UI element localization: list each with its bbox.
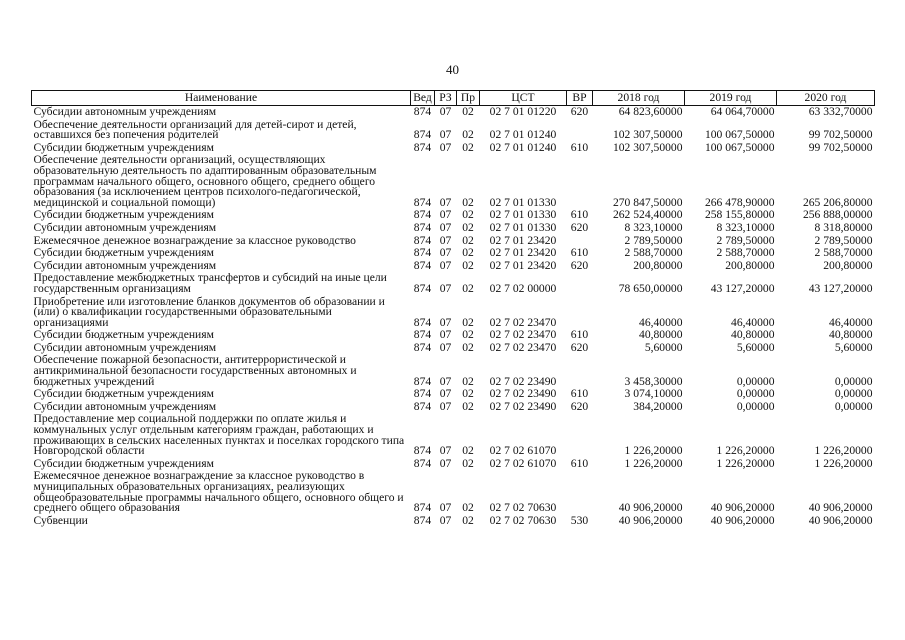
table-row	[32, 272, 875, 295]
row-rz: 07	[439, 220, 452, 234]
row-value-2019: 40 906,20000	[710, 513, 775, 527]
row-cst: 02 7 02 23490	[489, 399, 557, 413]
row-value-2019: 43 127,20000	[710, 281, 775, 295]
row-vr: 610	[570, 387, 589, 401]
row-value-2020: 0,00000	[834, 387, 873, 401]
row-ved: 874	[413, 444, 432, 458]
row-cst: 02 7 01 23420	[489, 246, 557, 260]
row-vr: 610	[570, 328, 589, 342]
row-value-2020: 256 888,00000	[802, 208, 873, 222]
col-header-ved: Вед	[411, 91, 435, 106]
row-value-2018: 78 650,00000	[618, 281, 683, 295]
row-rz: 07	[439, 246, 452, 260]
row-vr: 610	[570, 246, 589, 260]
row-pr: 02	[462, 456, 474, 470]
row-value-2019: 266 478,90000	[704, 195, 775, 209]
row-vr: 610	[570, 456, 589, 470]
row-name: Субсидии автономным учреждениям	[33, 258, 217, 272]
row-vr	[567, 296, 593, 330]
row-name: Субсидии автономным учреждениям	[33, 340, 217, 354]
row-value-2019: 46,40000	[731, 315, 775, 329]
row-vr: 610	[570, 140, 589, 154]
row-rz: 07	[439, 374, 452, 388]
row-ved: 874	[413, 140, 432, 154]
row-value-2020: 99 702,50000	[808, 128, 873, 142]
row-value-2019: 100 067,50000	[704, 128, 775, 142]
row-vr	[567, 272, 593, 295]
row-ved: 874	[413, 387, 432, 401]
row-cst: 02 7 02 23490	[489, 374, 557, 388]
row-pr: 02	[462, 513, 474, 527]
row-value-2018: 270 847,50000	[612, 195, 683, 209]
row-pr: 02	[462, 246, 474, 260]
table-row	[32, 247, 875, 260]
row-rz: 07	[439, 456, 452, 470]
row-name: Субсидии автономным учреждениям	[33, 220, 217, 234]
row-name: Субсидии бюджетным учреждениям	[33, 140, 214, 154]
col-header-pr: Пр	[457, 91, 480, 106]
row-name: Субвенции	[33, 513, 88, 527]
table-row	[32, 222, 875, 235]
row-name: Субсидии бюджетным учреждениям	[33, 456, 214, 470]
row-value-2020: 5,60000	[834, 340, 873, 354]
row-ved: 874	[413, 513, 432, 527]
row-ved: 874	[413, 128, 432, 142]
row-pr: 02	[462, 399, 474, 413]
row-ved: 874	[413, 105, 432, 118]
row-vr: 620	[570, 220, 589, 234]
col-header-name: Наименование	[32, 91, 411, 106]
row-pr: 02	[462, 340, 474, 354]
row-value-2019: 100 067,50000	[704, 140, 775, 154]
row-pr: 02	[462, 328, 474, 342]
row-ved: 874	[413, 399, 432, 413]
row-rz: 07	[439, 399, 452, 413]
row-value-2019: 64 064,70000	[710, 105, 775, 118]
row-name: Субсидии бюджетным учреждениям	[33, 387, 214, 401]
row-value-2020: 2 789,50000	[814, 233, 873, 247]
row-vr: 620	[570, 340, 589, 354]
row-value-2019: 40,80000	[731, 328, 775, 342]
row-rz: 07	[439, 387, 452, 401]
row-value-2018: 384,20000	[633, 399, 683, 413]
row-value-2018: 102 307,50000	[612, 128, 683, 142]
row-value-2019: 5,60000	[736, 340, 775, 354]
row-name: Предоставление мер социальной поддержки по оплате жилья и коммунальных услуг отдельным категориям граждан, работающих и проживающих в сельских населенных пунктах и поселках городского типа Новгородской области	[33, 412, 405, 458]
row-vr: 620	[570, 258, 589, 272]
row-value-2020: 63 332,70000	[808, 105, 873, 118]
table-row	[32, 119, 875, 142]
row-value-2020: 200,80000	[823, 258, 873, 272]
row-vr	[567, 154, 593, 209]
row-name: Ежемесячное денежное вознаграждение за классное руководство в муниципальных образовательных организациях, реализующих общеобразовательные программы начального общего, основного общего и среднего общего образования	[33, 469, 404, 515]
row-value-2019: 1 226,20000	[716, 456, 775, 470]
row-value-2019: 1 226,20000	[716, 444, 775, 458]
row-value-2020: 0,00000	[834, 399, 873, 413]
row-value-2020: 2 588,70000	[814, 246, 873, 260]
row-value-2019: 40 906,20000	[710, 501, 775, 515]
row-value-2019: 0,00000	[736, 374, 775, 388]
row-value-2018: 3 074,10000	[624, 387, 683, 401]
row-cst: 02 7 02 70630	[489, 513, 557, 527]
row-vr	[567, 354, 593, 388]
row-value-2018: 2 588,70000	[624, 246, 683, 260]
row-value-2020: 99 702,50000	[808, 140, 873, 154]
col-header-2019: 2019 год	[685, 91, 777, 106]
row-value-2018: 64 823,60000	[618, 105, 683, 118]
row-ved: 874	[413, 246, 432, 260]
row-pr: 02	[462, 258, 474, 272]
row-vr	[567, 119, 593, 142]
row-value-2018: 1 226,20000	[624, 456, 683, 470]
row-vr	[567, 413, 593, 457]
row-cst: 02 7 01 01330	[489, 208, 557, 222]
row-pr: 02	[462, 220, 474, 234]
row-ved: 874	[413, 208, 432, 222]
row-cst: 02 7 02 23470	[489, 340, 557, 354]
row-name: Приобретение или изготовление бланков документов об образовании и (или) о квалификации государственными образовательными организациями	[33, 294, 385, 329]
row-rz: 07	[439, 258, 452, 272]
row-ved: 874	[413, 501, 432, 515]
row-pr: 02	[462, 281, 474, 295]
row-value-2018: 5,60000	[644, 340, 683, 354]
row-name: Ежемесячное денежное вознаграждение за классное руководство	[33, 233, 356, 247]
row-value-2018: 262 524,40000	[612, 208, 683, 222]
row-vr: 610	[570, 208, 589, 222]
row-vr: 620	[570, 105, 589, 118]
row-name: Субсидии автономным учреждениям	[33, 399, 217, 413]
row-name: Субсидии автономным учреждениям	[33, 105, 217, 118]
row-value-2020: 40 906,20000	[808, 513, 873, 527]
row-pr: 02	[462, 444, 474, 458]
row-pr: 02	[462, 374, 474, 388]
row-ved: 874	[413, 195, 432, 209]
row-value-2020: 265 206,80000	[802, 195, 873, 209]
row-cst: 02 7 02 23490	[489, 387, 557, 401]
row-cst: 02 7 01 23420	[489, 258, 557, 272]
row-rz: 07	[439, 513, 452, 527]
row-name: Субсидии бюджетным учреждениям	[33, 208, 214, 222]
row-value-2020: 0,00000	[834, 374, 873, 388]
row-rz: 07	[439, 128, 452, 142]
row-name: Субсидии бюджетным учреждениям	[33, 246, 214, 260]
row-ved: 874	[413, 220, 432, 234]
row-cst: 02 7 01 23420	[489, 233, 557, 247]
table-row	[32, 515, 875, 528]
row-value-2019: 2 588,70000	[716, 246, 775, 260]
col-header-cst: ЦСТ	[480, 91, 567, 106]
row-value-2020: 46,40000	[829, 315, 873, 329]
table-row	[32, 388, 875, 401]
row-rz: 07	[439, 328, 452, 342]
table-row	[32, 296, 875, 330]
row-ved: 874	[413, 374, 432, 388]
row-cst: 02 7 01 01330	[489, 195, 557, 209]
col-header-2018: 2018 год	[593, 91, 685, 106]
col-header-vr: ВР	[567, 91, 593, 106]
row-ved: 874	[413, 456, 432, 470]
row-pr: 02	[462, 195, 474, 209]
row-value-2019: 0,00000	[736, 387, 775, 401]
table-row	[32, 354, 875, 388]
row-value-2018: 102 307,50000	[612, 140, 683, 154]
row-value-2018: 3 458,30000	[624, 374, 683, 388]
row-cst: 02 7 02 23470	[489, 328, 557, 342]
row-value-2018: 8 323,10000	[624, 220, 683, 234]
row-value-2020: 1 226,20000	[814, 444, 873, 458]
row-value-2020: 43 127,20000	[808, 281, 873, 295]
row-value-2018: 40,80000	[639, 328, 683, 342]
row-ved: 874	[413, 258, 432, 272]
row-value-2018: 40 906,20000	[618, 513, 683, 527]
row-pr: 02	[462, 105, 474, 118]
row-cst: 02 7 01 01330	[489, 220, 557, 234]
row-cst: 02 7 02 61070	[489, 444, 557, 458]
row-pr: 02	[462, 233, 474, 247]
table-row	[32, 413, 875, 457]
row-rz: 07	[439, 340, 452, 354]
row-rz: 07	[439, 501, 452, 515]
row-value-2019: 0,00000	[736, 399, 775, 413]
row-vr	[567, 470, 593, 514]
table-row	[32, 106, 875, 119]
row-rz: 07	[439, 140, 452, 154]
row-ved: 874	[413, 328, 432, 342]
row-pr: 02	[462, 315, 474, 329]
row-value-2020: 1 226,20000	[814, 456, 873, 470]
col-header-2020: 2020 год	[777, 91, 875, 106]
row-value-2018: 46,40000	[639, 315, 683, 329]
row-cst: 02 7 02 00000	[489, 281, 557, 295]
row-name: Предоставление межбюджетных трансфертов и субсидий на иные цели государственным организациям	[33, 271, 387, 295]
row-rz: 07	[439, 208, 452, 222]
row-cst: 02 7 02 61070	[489, 456, 557, 470]
row-value-2019: 200,80000	[725, 258, 775, 272]
row-value-2018: 40 906,20000	[618, 501, 683, 515]
row-value-2020: 8 318,80000	[814, 220, 873, 234]
row-value-2019: 8 323,10000	[716, 220, 775, 234]
table-body	[32, 106, 875, 528]
row-rz: 07	[439, 233, 452, 247]
row-ved: 874	[413, 315, 432, 329]
header-row	[32, 91, 875, 106]
row-cst: 02 7 02 70630	[489, 501, 557, 515]
row-name: Обеспечение деятельности организаций, осуществляющих образовательную деятельность по адаптированным образовательным программам начального общего, основного общего, среднего общего образования (за исключением центров психолого-педагогической, медицинской и социальной помощи)	[33, 153, 377, 209]
row-cst: 02 7 02 23470	[489, 315, 557, 329]
row-cst: 02 7 01 01220	[489, 105, 557, 118]
row-ved: 874	[413, 281, 432, 295]
row-name: Обеспечение деятельности организаций для детей-сирот и детей, оставшихся без попечения родителей	[33, 117, 357, 142]
table-row	[32, 470, 875, 514]
page-number: 40	[446, 62, 459, 77]
row-name: Обеспечение пожарной безопасности, антитеррористической и антикриминальной безопасности государственных автономных и бюджетных учреждений	[33, 353, 357, 388]
table-row	[32, 329, 875, 342]
row-name: Субсидии бюджетным учреждениям	[33, 328, 214, 342]
col-header-rz: РЗ	[435, 91, 457, 106]
row-cst: 02 7 01 01240	[489, 128, 557, 142]
row-rz: 07	[439, 195, 452, 209]
row-vr: 620	[570, 399, 589, 413]
row-pr: 02	[462, 140, 474, 154]
table-row	[32, 154, 875, 209]
row-ved: 874	[413, 340, 432, 354]
row-value-2018: 200,80000	[633, 258, 683, 272]
row-pr: 02	[462, 208, 474, 222]
row-rz: 07	[439, 444, 452, 458]
row-value-2019: 2 789,50000	[716, 233, 775, 247]
row-rz: 07	[439, 281, 452, 295]
row-value-2020: 40,80000	[829, 328, 873, 342]
row-ved: 874	[413, 233, 432, 247]
budget-table	[31, 90, 875, 527]
row-pr: 02	[462, 501, 474, 515]
row-rz: 07	[439, 105, 452, 118]
row-value-2019: 258 155,80000	[704, 208, 775, 222]
row-pr: 02	[462, 128, 474, 142]
row-vr: 530	[570, 513, 589, 527]
row-value-2018: 2 789,50000	[624, 233, 683, 247]
row-cst: 02 7 01 01240	[489, 140, 557, 154]
row-value-2020: 40 906,20000	[808, 501, 873, 515]
row-rz: 07	[439, 315, 452, 329]
row-pr: 02	[462, 387, 474, 401]
row-value-2018: 1 226,20000	[624, 444, 683, 458]
